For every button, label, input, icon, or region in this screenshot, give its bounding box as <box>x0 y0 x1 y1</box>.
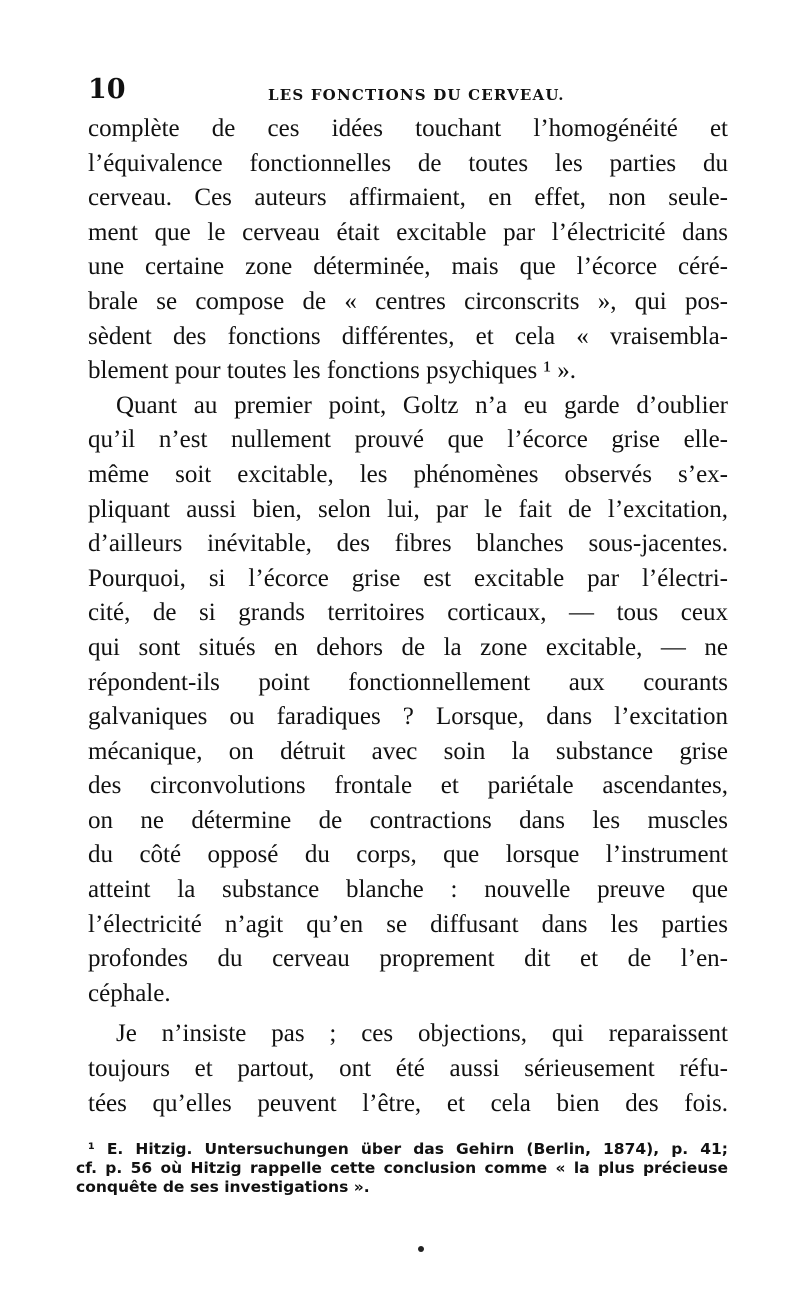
text-line: qu’il n’est nullement prouvé que l’écorce grise elle- <box>88 426 728 454</box>
text-line: profondes du cerveau proprement dit et de l’en- <box>88 945 728 973</box>
body-text <box>88 112 728 1121</box>
printer-dot-mark <box>418 1246 424 1252</box>
footnote <box>76 1140 728 1197</box>
footnote-line: conquête de ses investigations ». <box>76 1178 370 1196</box>
text-line: du côté opposé du corps, que lorsque l’instrument <box>88 841 728 869</box>
text-line: blement pour toutes les fonctions psychiques ¹ ». <box>88 357 576 385</box>
text-line: on ne détermine de contractions dans les muscles <box>88 806 728 834</box>
text-line: répondent-ils point fonctionnellement aux courants <box>88 668 728 696</box>
text-line: cerveau. Ces auteurs affirmaient, en effet, non seule- <box>88 184 728 212</box>
text-line: d’ailleurs inévitable, des fibres blanches sous-jacentes. <box>88 530 728 558</box>
text-line: sèdent des fonctions différentes, et cela « vraisembla- <box>88 322 728 350</box>
text-line: galvaniques ou faradiques ? Lorsque, dans l’excitation <box>88 703 728 731</box>
footnote-line: ¹ E. Hitzig. Untersuchungen über das Gehirn (Berlin, 1874), p. 41; <box>88 1140 728 1158</box>
page-number: 10 <box>88 74 126 105</box>
text-line: des circonvolutions frontale et pariétale ascendantes, <box>88 772 728 800</box>
text-line: une certaine zone déterminée, mais que l’écorce céré- <box>88 253 728 281</box>
text-line: pliquant aussi bien, selon lui, par le fait de l’excitation, <box>88 495 728 523</box>
text-line: céphale. <box>88 979 171 1007</box>
footnote-line: cf. p. 56 où Hitzig rappelle cette conclusion comme « la plus précieuse <box>76 1159 728 1177</box>
page-header <box>88 74 728 110</box>
text-line: brale se compose de « centres circonscrits », qui pos- <box>88 287 728 315</box>
text-line: complète de ces idées touchant l’homogénéité et <box>88 115 728 142</box>
text-line: qui sont situés en dehors de la zone excitable, — ne <box>88 633 728 661</box>
text-line: l’équivalence fonctionnelles de toutes les parties du <box>88 149 728 177</box>
text-line: Quant au premier point, Goltz n’a eu garde d’oublier <box>116 391 728 419</box>
text-line: l’électricité n’agit qu’en se diffusant dans les parties <box>88 910 728 938</box>
text-line: toujours et partout, ont été aussi sérieusement réfu- <box>88 1055 728 1083</box>
text-line: atteint la substance blanche : nouvelle preuve que <box>88 876 728 904</box>
text-line: cité, de si grands territoires corticaux, — tous ceux <box>88 599 728 627</box>
text-line: ment que le cerveau était excitable par l’électricité dans <box>88 218 728 246</box>
running-title: LES FONCTIONS DU CERVEAU. <box>268 86 565 104</box>
text-line: mécanique, on détruit avec soin la substance grise <box>88 737 728 765</box>
text-line: Je n’insiste pas ; ces objections, qui reparaissent <box>116 1020 728 1048</box>
text-line: tées qu’elles peuvent l’être, et cela bien des fois. <box>88 1089 728 1117</box>
text-line: Pourquoi, si l’écorce grise est excitable par l’électri- <box>88 564 728 592</box>
text-line: même soit excitable, les phénomènes observés s’ex- <box>88 460 728 488</box>
